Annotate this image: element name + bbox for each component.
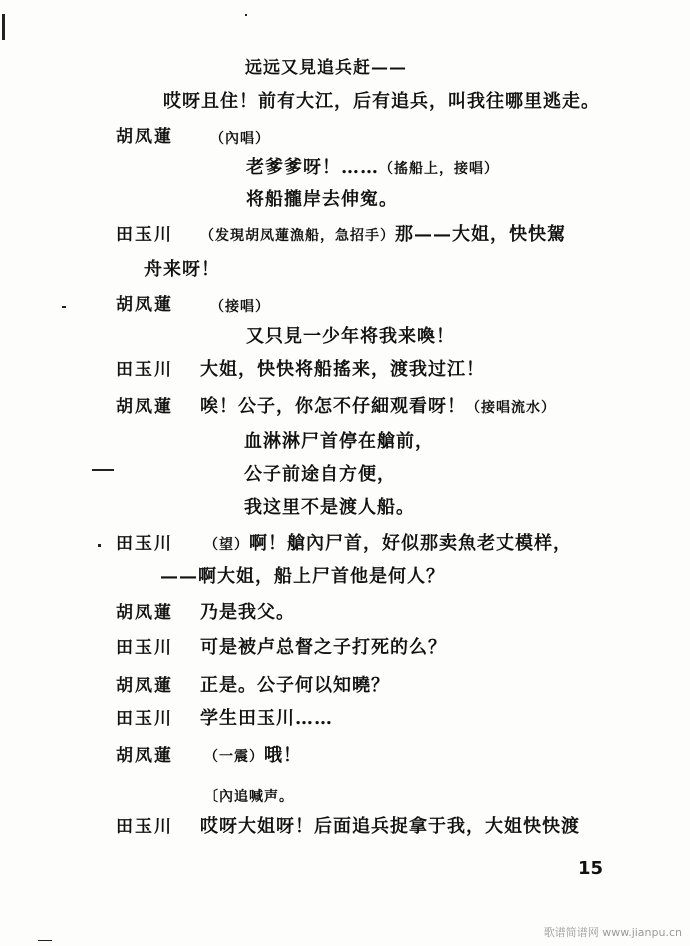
sung-line: 我这里不是渡人船。: [244, 497, 415, 518]
dialogue-text: 唉！公子，你怎不仔細观看呀！: [200, 396, 466, 417]
speaker-hu-fenglian: 胡凤蓮: [116, 397, 173, 417]
speaker-tian-yuchuan: 田玉川: [116, 225, 173, 245]
stage-direction: （一震）: [204, 749, 264, 765]
scene-heading: [245, 57, 407, 79]
dialogue-line: [200, 224, 566, 247]
sung-line: 血淋淋尸首停在艙前，: [244, 431, 434, 452]
sung-text: 老爹爹呀！……: [246, 157, 379, 178]
speaker-tian-yuchuan: 田玉川: [116, 817, 173, 837]
speaker-tian-yuchuan: 田玉川: [116, 709, 173, 729]
scan-speck: [38, 940, 52, 941]
dialogue-line: 学生田玉川……: [200, 708, 333, 729]
sung-line: [246, 157, 499, 180]
heading-text: 远远又見追兵赶: [245, 58, 371, 78]
scan-speck: [245, 14, 247, 16]
scan-speck: [2, 14, 5, 40]
watermark: 歌谱简谱网 www.jianpu.cn: [543, 926, 682, 939]
speaker-hu-fenglian: 胡凤蓮: [116, 603, 173, 623]
stage-direction: （望）: [204, 537, 249, 553]
speaker-tian-yuchuan: 田玉川: [116, 638, 173, 658]
dialogue-text: 那——大姐，快快駕: [395, 224, 566, 245]
stage-direction: （发現胡凤蓮漁船，急招手）: [200, 228, 395, 244]
dialogue-line: [204, 745, 302, 768]
scan-speck: [62, 306, 66, 308]
dialogue-text: 啊！艙內尸首，好似那卖魚老丈模样，: [249, 533, 572, 554]
line-1: 哎呀且住！前有大江，后有追兵，叫我往哪里逃走。: [163, 91, 600, 112]
dialogue-continuation: ——啊大姐，船上尸首他是何人？: [160, 566, 445, 587]
dialogue-line: 乃是我父。: [200, 602, 295, 623]
speaker-hu-fenglian: 胡凤蓮: [116, 676, 173, 696]
speaker-hu-fenglian: 胡凤蓮: [116, 295, 173, 315]
stage-direction-offstage: 〔內追喊声。: [204, 789, 294, 805]
speaker-hu-fenglian: 胡凤蓮: [116, 746, 173, 766]
page-number: 15: [578, 858, 604, 879]
scan-speck: [92, 469, 114, 471]
dialogue-line: [200, 396, 556, 419]
stage-direction: （接唱流水）: [466, 400, 556, 416]
speaker-hu-fenglian: 胡凤蓮: [116, 127, 173, 147]
stage-direction: （內唱）: [210, 131, 270, 147]
dialogue-line: 哎呀大姐呀！后面追兵捉拿于我，大姐快快渡: [200, 816, 580, 837]
speaker-tian-yuchuan: 田玉川: [116, 360, 173, 380]
dialogue-text: 哦！: [264, 745, 302, 766]
heading-dash: ——: [371, 58, 407, 78]
dialogue-line: [204, 533, 572, 556]
dialogue-line: 可是被卢总督之子打死的么？: [200, 637, 447, 658]
stage-direction: （接唱）: [210, 299, 270, 315]
dialogue-line: 正是。公子何以知曉？: [200, 675, 390, 696]
dialogue-line: 大姐，快快将船搖来，渡我过江！: [200, 359, 485, 380]
sung-line: 公子前途自方便，: [244, 464, 396, 485]
stage-direction: （搖船上，接唱）: [379, 161, 499, 177]
scan-speck: [98, 544, 101, 547]
sung-line: 又只見一少年将我来喚！: [246, 326, 455, 347]
speaker-tian-yuchuan: 田玉川: [116, 534, 173, 554]
sung-line: 将船攏岸去伸寃。: [246, 189, 398, 210]
dialogue-continuation: 舟来呀！: [144, 259, 220, 280]
